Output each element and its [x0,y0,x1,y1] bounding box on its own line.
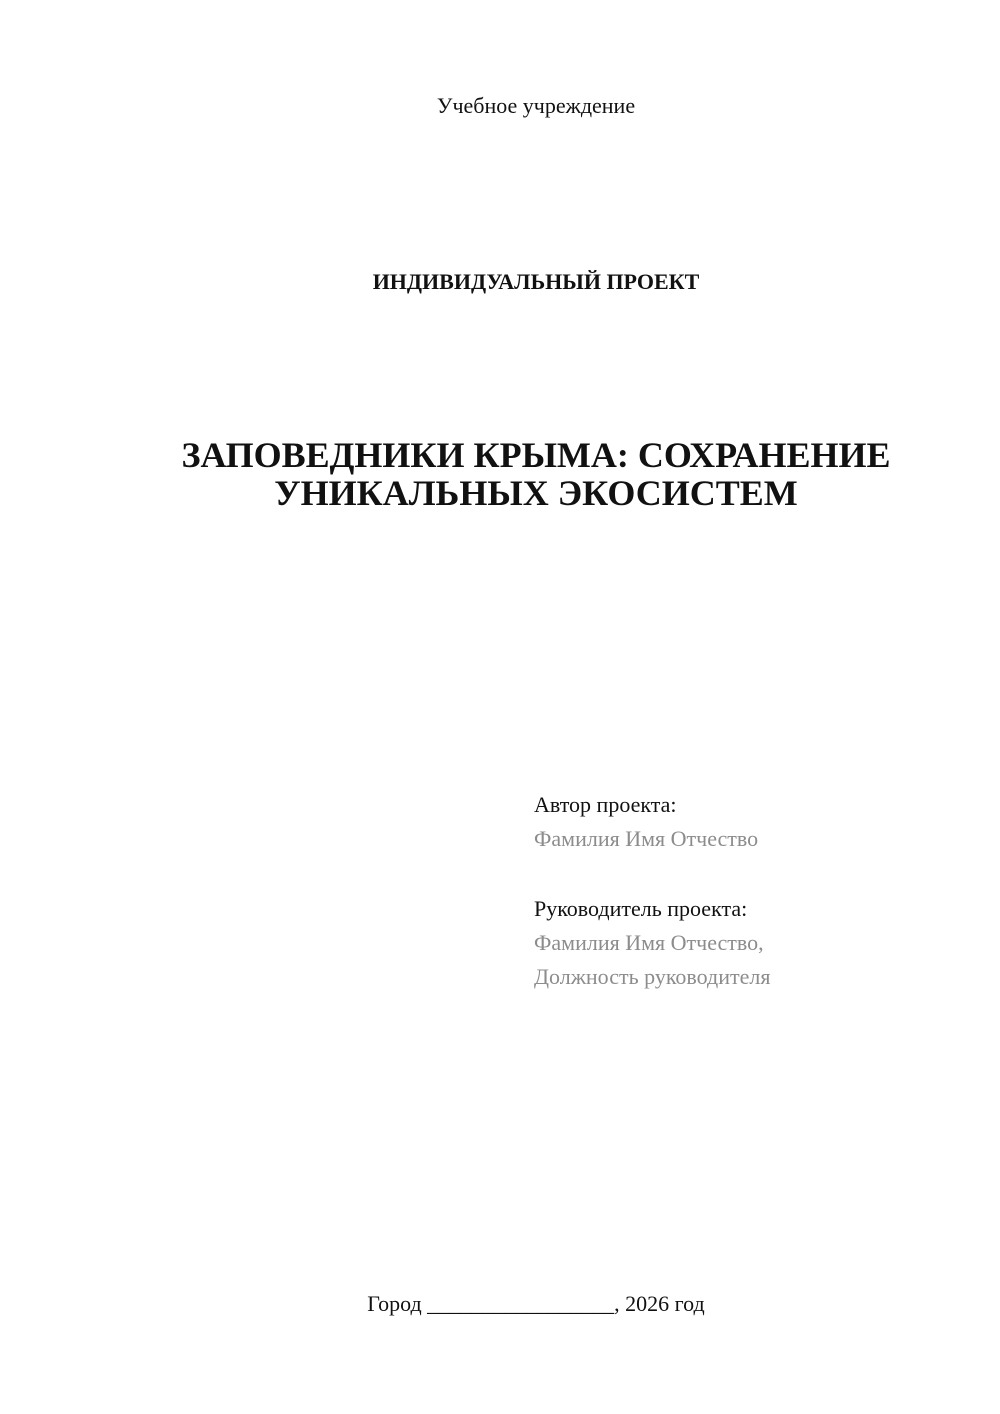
supervisor-position: Должность руководителя [534,964,771,989]
supervisor-label: Руководитель проекта: [534,896,748,921]
author-name: Фамилия Имя Отчество [534,826,759,851]
institution-name: Учебное учреждение [436,93,636,118]
author-label: Автор проекта: [534,792,677,817]
project-title-line-1: ЗАПОВЕДНИКИ КРЫМА: СОХРАНЕНИЕ [181,435,891,475]
project-type-heading: ИНДИВИДУАЛЬНЫЙ ПРОЕКТ [372,269,700,294]
city-year-footer: Город _________________, 2026 год [367,1291,705,1316]
credits-block [534,788,770,994]
project-title-line-2: УНИКАЛЬНЫХ ЭКОСИСТЕМ [274,473,798,513]
project-title [0,436,1000,512]
supervisor-name: Фамилия Имя Отчество, [534,930,764,955]
credits-spacer [534,856,770,892]
